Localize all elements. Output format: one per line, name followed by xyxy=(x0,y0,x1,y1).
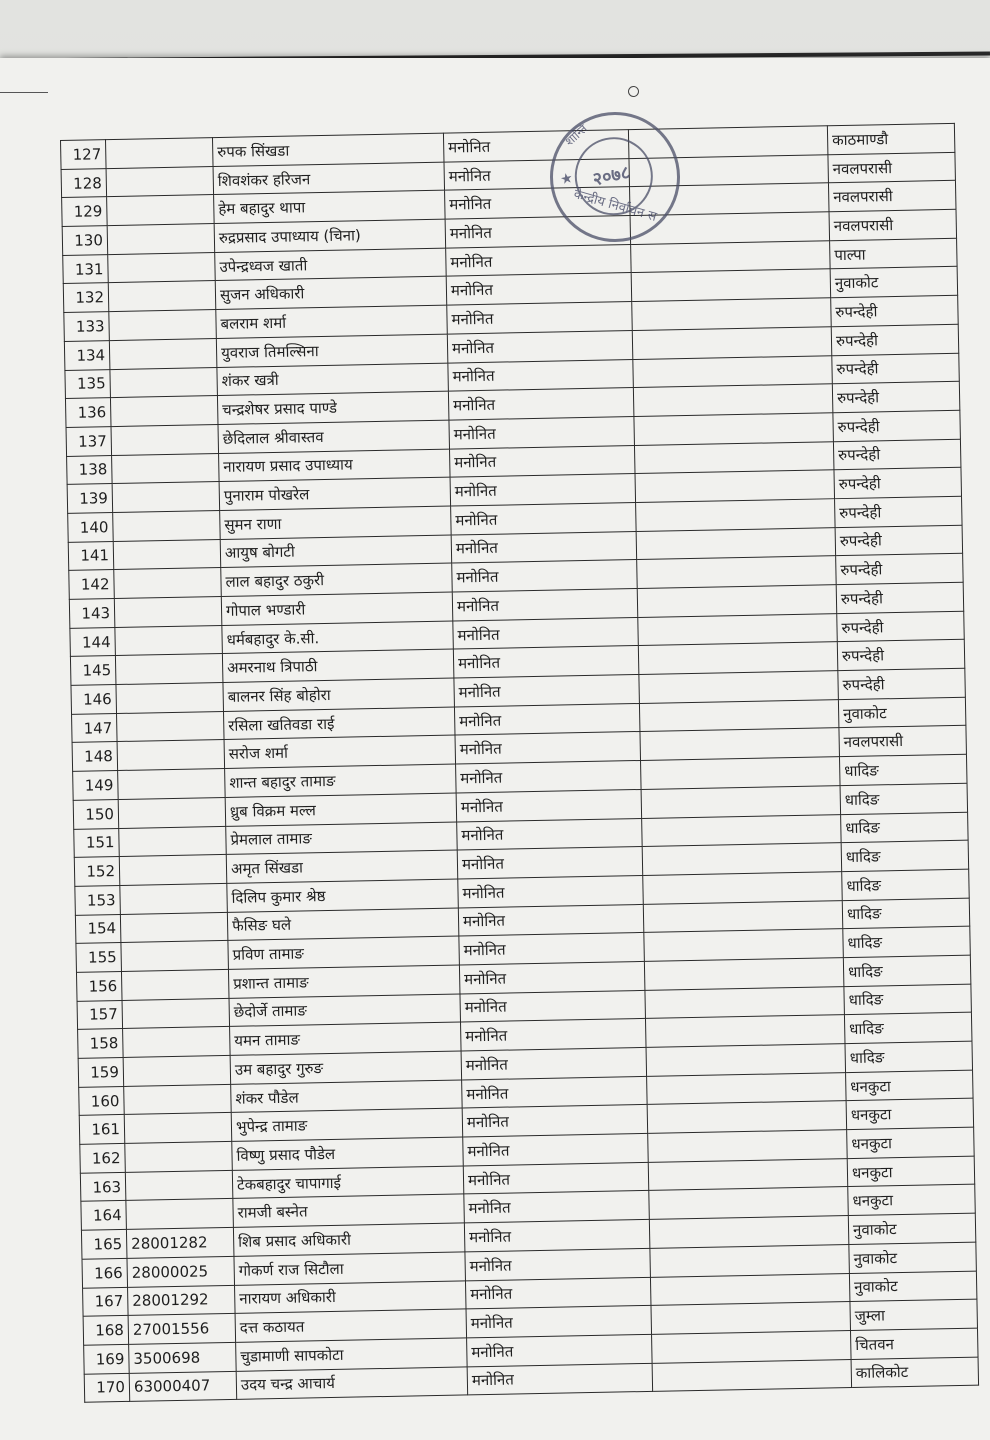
serial-number-cell: 163 xyxy=(80,1172,126,1202)
status-cell: मनोनित xyxy=(459,961,645,993)
status-cell: मनोनित xyxy=(450,474,636,506)
serial-number-cell: 161 xyxy=(79,1115,125,1145)
status-cell: मनोनित xyxy=(452,560,638,592)
blank-cell xyxy=(639,699,839,732)
name-cell: शंकर खत्री xyxy=(217,363,449,396)
serial-number-cell: 162 xyxy=(80,1144,126,1174)
name-cell: उपेन्द्रध्वज खाती xyxy=(215,248,447,281)
name-cell: उम बहादुर गुरुङ xyxy=(230,1051,462,1084)
name-cell: अमरनाथ त्रिपाठी xyxy=(222,649,454,682)
id-cell: 27001556 xyxy=(128,1314,236,1345)
id-cell xyxy=(112,482,220,513)
blank-cell xyxy=(647,1101,847,1134)
status-cell: मनोनित xyxy=(443,130,629,162)
district-cell: नवलपरासी xyxy=(839,726,967,757)
id-cell xyxy=(119,855,227,886)
name-cell: हेम बहादुर थापा xyxy=(214,191,446,224)
district-cell: धादिङ xyxy=(843,955,971,986)
serial-number-cell: 136 xyxy=(65,398,111,428)
serial-number-cell: 148 xyxy=(72,742,118,772)
id-cell xyxy=(118,797,226,828)
status-cell: मनोनित xyxy=(453,646,639,678)
blank-cell xyxy=(637,585,837,618)
name-cell: छेदोर्जे तामाङ xyxy=(229,994,461,1027)
blank-cell xyxy=(634,413,834,446)
status-cell: मनोनित xyxy=(465,1277,651,1309)
serial-number-cell: 137 xyxy=(66,426,112,456)
serial-number-cell: 167 xyxy=(83,1287,129,1317)
blank-cell xyxy=(646,1044,846,1077)
name-cell: सुजन अधिकारी xyxy=(215,277,447,310)
name-cell: प्रेमलाल तामाङ xyxy=(226,822,458,855)
status-cell: मनोनित xyxy=(458,904,644,936)
id-cell xyxy=(113,539,221,570)
district-cell: नवलपरासी xyxy=(829,209,957,240)
blank-cell xyxy=(631,269,831,302)
id-cell xyxy=(113,510,221,541)
status-cell: मनोनित xyxy=(448,359,634,391)
status-cell: मनोनित xyxy=(464,1220,650,1252)
stamp-star-icon: ★ xyxy=(558,169,575,189)
status-cell: मनोनित xyxy=(447,330,633,362)
id-cell: 3500698 xyxy=(129,1342,237,1373)
district-cell: रुपन्देही xyxy=(836,582,964,613)
district-cell: पाल्पा xyxy=(830,238,958,269)
district-cell: रुपन्देही xyxy=(831,295,959,326)
serial-number-cell: 152 xyxy=(74,857,120,887)
serial-number-cell: 129 xyxy=(62,197,108,227)
blank-cell xyxy=(648,1130,848,1163)
serial-number-cell: 159 xyxy=(78,1057,124,1087)
serial-number-cell: 150 xyxy=(73,799,119,829)
serial-number-cell: 140 xyxy=(68,512,114,542)
blank-cell xyxy=(644,958,844,991)
district-cell: धादिङ xyxy=(839,754,967,785)
id-cell xyxy=(125,1141,233,1172)
district-cell: रुपन्देही xyxy=(833,439,961,470)
blank-cell xyxy=(631,240,831,273)
name-cell: विष्णु प्रसाद पौडेल xyxy=(232,1137,464,1170)
blank-cell xyxy=(650,1244,850,1277)
serial-number-cell: 132 xyxy=(63,283,109,313)
id-cell xyxy=(123,1027,231,1058)
name-cell: शिब प्रसाद अधिकारी xyxy=(233,1223,465,1256)
id-cell xyxy=(109,310,217,341)
district-cell: नुवाकोट xyxy=(838,697,966,728)
serial-number-cell: 156 xyxy=(76,971,122,1001)
status-cell: मनोनित xyxy=(462,1105,648,1137)
id-cell xyxy=(117,711,225,742)
blank-cell xyxy=(638,613,838,646)
district-cell: धादिङ xyxy=(840,783,968,814)
name-cell: चुडामाणी सापकोटा xyxy=(236,1338,468,1371)
district-cell: धादिङ xyxy=(843,926,971,957)
id-cell xyxy=(115,625,223,656)
name-cell: सरोज शर्मा xyxy=(224,735,456,768)
status-cell: मनोनित xyxy=(456,761,642,793)
serial-number-cell: 133 xyxy=(64,312,110,342)
status-cell: मनोनित xyxy=(455,732,641,764)
status-cell: मनोनित xyxy=(446,244,632,276)
status-cell: मनोनित xyxy=(465,1248,651,1280)
name-cell: पुनाराम पोखरेल xyxy=(219,477,451,510)
blank-cell xyxy=(652,1330,852,1363)
id-cell xyxy=(108,252,216,283)
id-cell: 28001282 xyxy=(126,1227,234,1258)
serial-number-cell: 143 xyxy=(69,599,115,629)
district-cell: धादिङ xyxy=(844,1012,972,1043)
district-cell: धनकुटा xyxy=(848,1185,976,1216)
serial-number-cell: 149 xyxy=(73,771,119,801)
name-cell: टेकबहादुर चापागाई xyxy=(232,1166,464,1199)
blank-cell xyxy=(651,1302,851,1335)
serial-number-cell: 151 xyxy=(74,828,120,858)
name-cell: लाल बहादुर ठकुरी xyxy=(221,563,453,596)
id-cell xyxy=(126,1199,234,1230)
blank-cell xyxy=(636,499,836,532)
id-cell xyxy=(117,740,225,771)
district-cell: धनकुटा xyxy=(846,1099,974,1130)
district-cell: धादिङ xyxy=(845,1041,973,1072)
blank-cell xyxy=(650,1273,850,1306)
serial-number-cell: 127 xyxy=(61,140,107,170)
status-cell: मनोनित xyxy=(449,445,635,477)
id-cell xyxy=(110,367,218,398)
district-cell: चितवन xyxy=(850,1328,978,1359)
id-cell xyxy=(121,969,229,1000)
name-cell: रसिला खतिवडा राई xyxy=(223,707,455,740)
blank-cell xyxy=(637,556,837,589)
name-cell: शंकर पौडेल xyxy=(231,1080,463,1113)
id-cell xyxy=(121,941,229,972)
name-cell: दत्त कठायत xyxy=(235,1309,467,1342)
status-cell: मनोनित xyxy=(457,847,643,879)
serial-number-cell: 147 xyxy=(72,713,118,743)
status-cell: मनोनित xyxy=(444,158,630,190)
id-cell xyxy=(110,396,218,427)
serial-number-cell: 168 xyxy=(83,1316,129,1346)
district-cell: रुपन्देही xyxy=(835,496,963,527)
id-cell xyxy=(107,195,215,226)
name-cell: शिवशंकर हरिजन xyxy=(213,162,445,195)
blank-cell xyxy=(639,671,839,704)
status-cell: मनोनित xyxy=(449,416,635,448)
name-cell: फैसिङ घले xyxy=(227,908,459,941)
blank-cell xyxy=(635,470,835,503)
id-cell xyxy=(106,138,214,169)
serial-number-cell: 154 xyxy=(75,914,121,944)
serial-number-cell: 170 xyxy=(84,1373,130,1403)
district-cell: नुवाकोट xyxy=(849,1271,977,1302)
status-cell: मनोनित xyxy=(466,1306,652,1338)
blank-cell xyxy=(641,785,841,818)
name-cell: आयुष बोगटी xyxy=(220,535,452,568)
status-cell: मनोनित xyxy=(464,1191,650,1223)
id-cell xyxy=(115,654,223,685)
serial-number-cell: 128 xyxy=(61,168,107,198)
status-cell: मनोनित xyxy=(467,1334,653,1366)
status-cell: मनोनित xyxy=(453,617,639,649)
id-cell xyxy=(119,826,227,857)
name-cell: गोकर्ण राज सिटौला xyxy=(234,1252,466,1285)
id-cell xyxy=(114,596,222,627)
district-cell: काठमाण्डौ xyxy=(827,123,955,154)
name-cell: युवराज तिमल्सिना xyxy=(216,334,448,367)
id-cell xyxy=(108,281,216,312)
blank-cell xyxy=(640,728,840,761)
blank-cell xyxy=(645,1015,845,1048)
status-cell: मनोनित xyxy=(445,187,631,219)
status-cell: मनोनित xyxy=(460,990,646,1022)
district-cell: जुम्ला xyxy=(850,1299,978,1330)
blank-cell xyxy=(643,900,843,933)
nominee-table-body xyxy=(61,123,979,1402)
serial-number-cell: 158 xyxy=(78,1029,124,1059)
blank-cell xyxy=(642,843,842,876)
name-cell: ध्रुब विक्रम मल्ल xyxy=(225,793,457,826)
name-cell: सुमन राणा xyxy=(220,506,452,539)
blank-cell xyxy=(649,1216,849,1249)
district-cell: धनकुटा xyxy=(847,1127,975,1158)
serial-number-cell: 164 xyxy=(81,1201,127,1231)
status-cell: मनोनित xyxy=(448,388,634,420)
district-cell: नुवाकोट xyxy=(848,1213,976,1244)
serial-number-cell: 130 xyxy=(62,226,108,256)
name-cell: प्रविण तामाङ xyxy=(228,936,460,969)
district-cell: धादिङ xyxy=(842,869,970,900)
pin-hole xyxy=(628,86,639,97)
name-cell: प्रशान्त तामाङ xyxy=(228,965,460,998)
blank-cell xyxy=(648,1158,848,1191)
blank-cell xyxy=(633,384,833,417)
serial-number-cell: 141 xyxy=(68,541,114,571)
name-cell: नारायण प्रसाद उपाध्याय xyxy=(219,449,451,482)
blank-cell xyxy=(632,298,832,331)
status-cell: मनोनित xyxy=(451,531,637,563)
name-cell: दिलिप कुमार श्रेष्ठ xyxy=(227,879,459,912)
status-cell: मनोनित xyxy=(459,933,645,965)
blank-cell xyxy=(642,814,842,847)
blank-cell xyxy=(641,757,841,790)
district-cell: रुपन्देही xyxy=(834,468,962,499)
id-cell xyxy=(120,912,228,943)
status-cell: मनोनित xyxy=(456,789,642,821)
serial-number-cell: 134 xyxy=(64,340,110,370)
blank-cell xyxy=(647,1072,847,1105)
district-cell: धनकुटा xyxy=(847,1156,975,1187)
district-cell: धादिङ xyxy=(842,898,970,929)
id-cell xyxy=(112,453,220,484)
id-cell xyxy=(106,166,214,197)
blank-cell xyxy=(633,355,833,388)
blank-cell xyxy=(652,1359,852,1392)
serial-number-cell: 138 xyxy=(67,455,113,485)
status-cell: मनोनित xyxy=(451,502,637,534)
district-cell: नवलपरासी xyxy=(828,181,956,212)
blank-cell xyxy=(636,527,836,560)
id-cell xyxy=(124,1084,232,1115)
blank-cell xyxy=(645,986,845,1019)
status-cell: मनोनित xyxy=(457,818,643,850)
district-cell: रुपन्देही xyxy=(835,525,963,556)
name-cell: यमन तामाङ xyxy=(230,1022,462,1055)
name-cell: बलराम शर्मा xyxy=(216,305,448,338)
id-cell xyxy=(107,224,215,255)
id-cell xyxy=(116,683,224,714)
status-cell: मनोनित xyxy=(454,675,640,707)
status-cell: मनोनित xyxy=(463,1133,649,1165)
status-cell: मनोनित xyxy=(445,216,631,248)
district-cell: नुवाकोट xyxy=(849,1242,977,1273)
id-cell xyxy=(123,1055,231,1086)
district-cell: रुपन्देही xyxy=(831,324,959,355)
name-cell: अमृत सिंखडा xyxy=(226,850,458,883)
district-cell: रुपन्देही xyxy=(832,381,960,412)
stamp-lower-text: केन्द्रीय निर्वाचन स xyxy=(571,186,659,225)
district-cell: नुवाकोट xyxy=(830,267,958,298)
district-cell: रुपन्देही xyxy=(837,640,965,671)
name-cell: गोपाल भण्डारी xyxy=(221,592,453,625)
district-cell: धादिङ xyxy=(841,840,969,871)
district-cell: कालिकोट xyxy=(851,1357,979,1388)
blank-cell xyxy=(634,441,834,474)
name-cell: रामजी बस्नेत xyxy=(233,1194,465,1227)
serial-number-cell: 165 xyxy=(81,1230,127,1260)
name-cell: छेदिलाल श्रीवास्तव xyxy=(218,420,450,453)
status-cell: मनोनित xyxy=(458,875,644,907)
status-cell: मनोनित xyxy=(462,1076,648,1108)
id-cell xyxy=(109,338,217,369)
serial-number-cell: 144 xyxy=(70,627,116,657)
serial-number-cell: 142 xyxy=(69,570,115,600)
id-cell: 28000025 xyxy=(127,1256,235,1287)
serial-number-cell: 131 xyxy=(63,254,109,284)
name-cell: रुपक सिंखडा xyxy=(212,133,444,166)
stamp-upper-text: शान्ति xyxy=(562,121,591,149)
stamp-year: २०७८ xyxy=(590,162,632,191)
status-cell: मनोनित xyxy=(463,1162,649,1194)
name-cell: रुद्रप्रसाद उपाध्याय (चिना) xyxy=(214,219,446,252)
serial-number-cell: 139 xyxy=(67,484,113,514)
nominee-table xyxy=(60,123,979,1403)
serial-number-cell: 166 xyxy=(82,1258,128,1288)
status-cell: मनोनित xyxy=(467,1363,653,1395)
status-cell: मनोनित xyxy=(452,589,638,621)
blank-cell xyxy=(644,929,844,962)
id-cell: 28001292 xyxy=(128,1285,236,1316)
status-cell: मनोनित xyxy=(461,1019,647,1051)
status-cell: मनोनित xyxy=(461,1047,647,1079)
district-cell: रुपन्देही xyxy=(837,611,965,642)
district-cell: धादिङ xyxy=(844,984,972,1015)
name-cell: उदय चन्द्र आचार्य xyxy=(236,1366,468,1399)
name-cell: भुपेन्द्र तामाङ xyxy=(231,1108,463,1141)
district-cell: रुपन्देही xyxy=(832,353,960,384)
blank-cell xyxy=(632,327,832,360)
id-cell xyxy=(120,883,228,914)
serial-number-cell: 153 xyxy=(75,885,121,915)
id-cell: 63000407 xyxy=(129,1371,237,1402)
name-cell: शान्त बहादुर तामाङ xyxy=(225,764,457,797)
serial-number-cell: 135 xyxy=(65,369,111,399)
id-cell xyxy=(114,568,222,599)
serial-number-cell: 145 xyxy=(70,656,116,686)
id-cell xyxy=(118,769,226,800)
serial-number-cell: 160 xyxy=(79,1086,125,1116)
status-cell: मनोनित xyxy=(454,703,640,735)
district-cell: धादिङ xyxy=(841,812,969,843)
serial-number-cell: 146 xyxy=(71,685,117,715)
name-cell: बालनर सिंह बोहोरा xyxy=(223,678,455,711)
serial-number-cell: 169 xyxy=(84,1344,130,1374)
id-cell xyxy=(122,998,230,1029)
corner-mark xyxy=(0,92,48,93)
id-cell xyxy=(125,1170,233,1201)
serial-number-cell: 157 xyxy=(77,1000,123,1030)
blank-cell xyxy=(638,642,838,675)
serial-number-cell: 155 xyxy=(76,943,122,973)
district-cell: धनकुटा xyxy=(846,1070,974,1101)
district-cell: रुपन्देही xyxy=(838,668,966,699)
status-cell: मनोनित xyxy=(447,302,633,334)
district-cell: नवलपरासी xyxy=(828,152,956,183)
name-cell: चन्द्रशेषर प्रसाद पाण्डे xyxy=(217,391,449,424)
blank-cell xyxy=(643,872,843,905)
blank-cell xyxy=(649,1187,849,1220)
name-cell: धर्मबहादुर के.सी. xyxy=(222,621,454,654)
status-cell: मनोनित xyxy=(446,273,632,305)
district-cell: रुपन्देही xyxy=(833,410,961,441)
district-cell: रुपन्देही xyxy=(836,554,964,585)
name-cell: नारायण अधिकारी xyxy=(235,1280,467,1313)
id-cell xyxy=(111,424,219,455)
id-cell xyxy=(124,1113,232,1144)
